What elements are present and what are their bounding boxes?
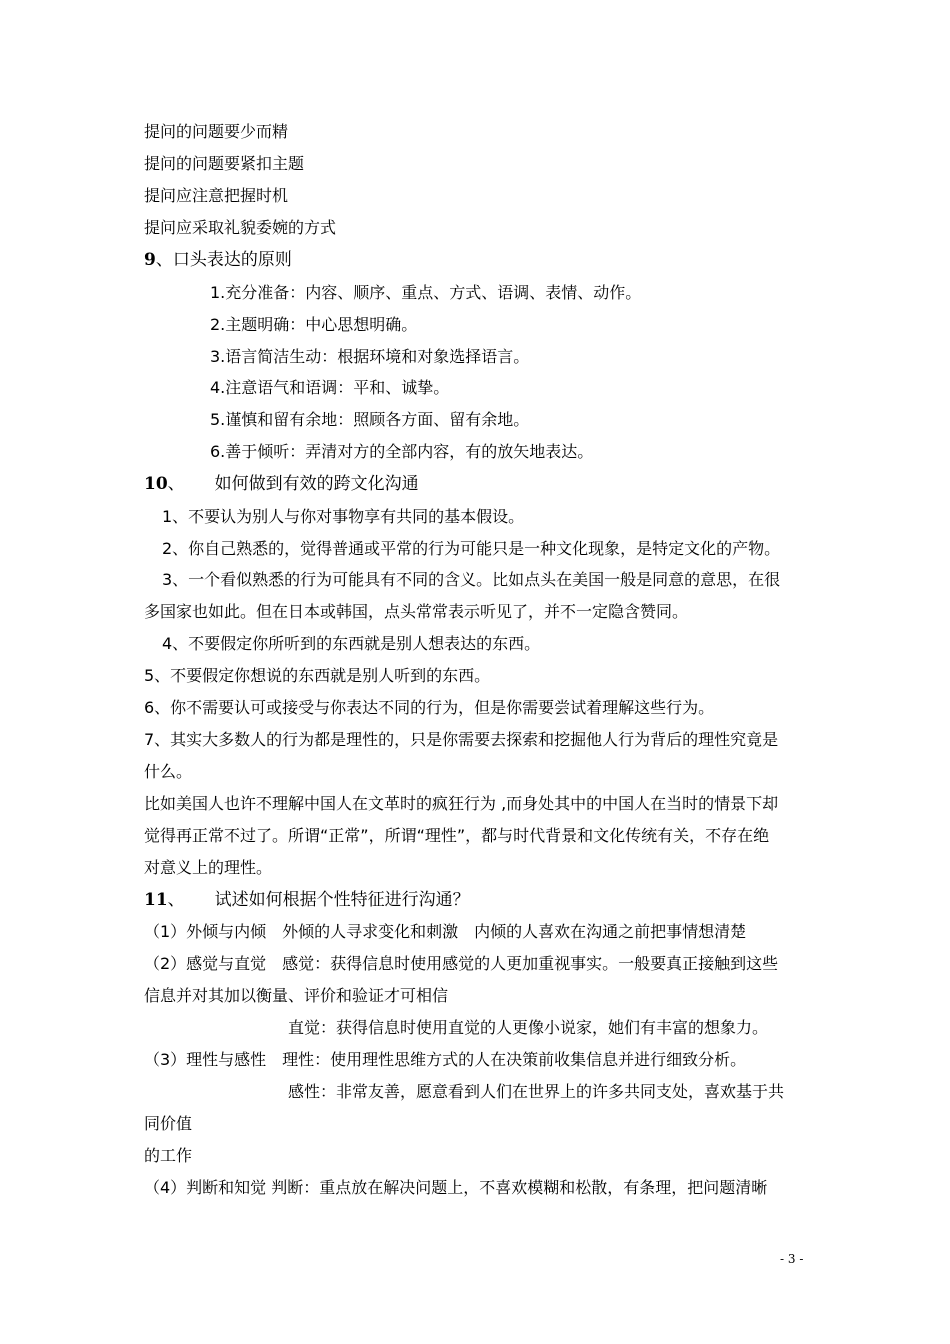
text-line: 6、你不需要认可或接受与你表达不同的行为，但是你需要尝试着理解这些行为。 <box>144 698 715 717</box>
text-line: 直觉：获得信息时使用直觉的人更像小说家，她们有丰富的想象力。 <box>288 1018 769 1037</box>
list-item: 4.注意语气和语调：平和、诚挚。 <box>210 378 450 397</box>
text-line: 1、不要认为别人与你对事物享有共同的基本假设。 <box>162 507 525 526</box>
text-line: 感性：非常友善，愿意看到人们在世界上的许多共同支处，喜欢基于共 <box>288 1082 785 1101</box>
text-line: 7、其实大多数人的行为都是理性的，只是你需要去探索和挖掘他人行为背后的理性究竟是 <box>144 730 779 749</box>
text-line: 对意义上的理性。 <box>144 858 273 877</box>
section-9-heading <box>144 249 292 271</box>
text-line: 3、一个看似熟悉的行为可能具有不同的含义。比如点头在美国一般是同意的意思，在很 <box>162 570 781 589</box>
section-11-title: 试述如何根据个性特征进行沟通？ <box>214 890 470 910</box>
text-line: （3）理性与感性 理性：使用理性思维方式的人在决策前收集信息并进行细致分析。 <box>144 1050 747 1069</box>
text-line: 的工作 <box>144 1146 193 1165</box>
text-line: 什么。 <box>144 762 193 781</box>
section-11-heading <box>144 889 470 911</box>
text-line: 觉得再正常不过了。所谓“正常”，所谓“理性”，都与时代背景和文化传统有关，不存在绝 <box>144 826 770 845</box>
text-line: 同价值 <box>144 1114 193 1133</box>
section-10-heading <box>144 473 419 495</box>
section-9-title: 、口头表达的原则 <box>155 250 292 270</box>
text-line: 信息并对其加以衡量、评价和验证才可相信 <box>144 986 449 1005</box>
text-line: （1）外倾与内倾 外倾的人寻求变化和刺激 内倾的人喜欢在沟通之前把事情想清楚 <box>144 922 747 941</box>
text-line: 提问应采取礼貌委婉的方式 <box>144 218 337 237</box>
text-line: （4）判断和知觉 判断：重点放在解决问题上，不喜欢模糊和松散，有条理，把问题清晰 <box>144 1178 768 1197</box>
text-line: 多国家也如此。但在日本或韩国，点头常常表示听见了，并不一定隐含赞同。 <box>144 602 689 621</box>
text-line: 4、不要假定你所听到的东西就是别人想表达的东西。 <box>162 634 541 653</box>
text-line: 提问的问题要紧扣主题 <box>144 154 305 173</box>
list-item: 6.善于倾听：弄清对方的全部内容，有的放矢地表达。 <box>210 442 594 461</box>
list-item: 1.充分准备：内容、顺序、重点、方式、语调、表情、动作。 <box>210 283 642 302</box>
page-number: - 3 - <box>780 1252 804 1266</box>
section-10-title: 如何做到有效的跨文化沟通 <box>214 474 419 494</box>
list-item: 2.主题明确：中心思想明确。 <box>210 315 418 334</box>
text-line: （2）感觉与直觉 感觉：获得信息时使用感觉的人更加重视事实。一般要真正接触到这些 <box>144 954 779 973</box>
section-10-separator: 、 <box>167 474 185 494</box>
section-9-number: 9 <box>144 250 156 270</box>
text-line: 提问应注意把握时机 <box>144 186 289 205</box>
text-line: 2、你自己熟悉的，觉得普通或平常的行为可能只是一种文化现象，是特定文化的产物。 <box>162 539 781 558</box>
text-line: 5、不要假定你想说的东西就是别人听到的东西。 <box>144 666 491 685</box>
section-11-number: 11 <box>144 890 168 910</box>
list-item: 3.语言简洁生动：根据环境和对象选择语言。 <box>210 347 530 366</box>
section-10-number: 10 <box>144 474 168 494</box>
text-line: 比如美国人也许不理解中国人在文革时的疯狂行为 ,而身处其中的中国人在当时的情景下却 <box>144 794 779 813</box>
section-11-separator: 、 <box>167 890 185 910</box>
text-line: 提问的问题要少而精 <box>144 122 289 141</box>
list-item: 5.谨慎和留有余地：照顾各方面、留有余地。 <box>210 410 530 429</box>
